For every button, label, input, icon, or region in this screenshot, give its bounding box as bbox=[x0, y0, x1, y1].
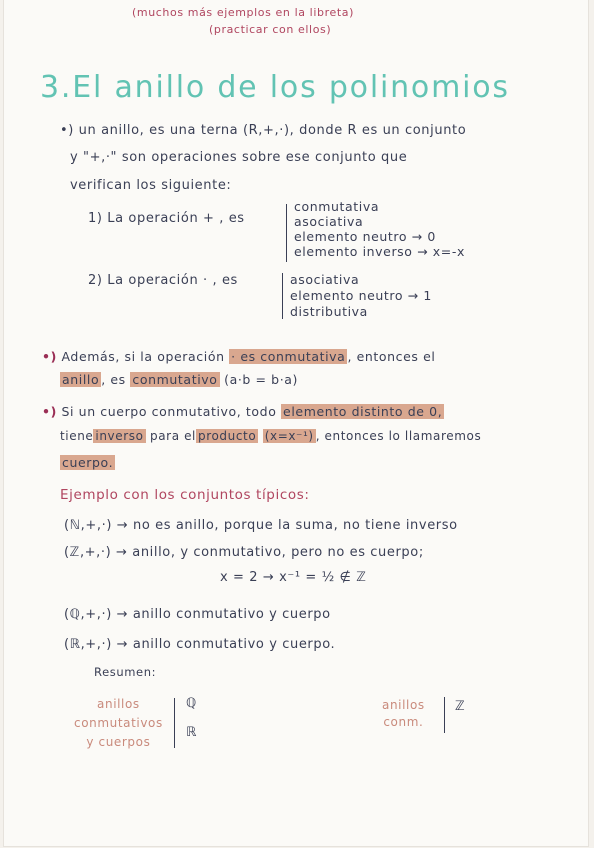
highlight: conmutativo bbox=[132, 372, 218, 387]
rule1-brace bbox=[286, 204, 293, 262]
resumen-line: conm. bbox=[383, 715, 424, 729]
resumen-right-text bbox=[382, 697, 425, 731]
ademas-formula: (a·b = b·a) bbox=[224, 372, 299, 387]
bullet: •) bbox=[42, 349, 57, 364]
rule2-item: elemento neutro → 1 bbox=[290, 288, 432, 303]
rule1-label: 1) La operación + , es bbox=[88, 211, 245, 226]
rule2-label: 2) La operación · , es bbox=[88, 273, 238, 288]
highlight: (x=x⁻¹) bbox=[264, 429, 314, 443]
page-title: 3.El anillo de los polinomios bbox=[40, 70, 510, 105]
ademas-text: , entonces el bbox=[347, 349, 436, 364]
cuerpo-text: para el bbox=[150, 429, 196, 443]
highlight: cuerpo. bbox=[62, 455, 114, 470]
resumen-right-brace bbox=[444, 697, 451, 733]
rule1-item: elemento neutro → 0 bbox=[294, 229, 436, 244]
bullet: •) bbox=[42, 404, 57, 419]
cuerpo-text: , entonces lo llamaremos bbox=[315, 429, 482, 443]
example-r: (ℝ,+,·) → anillo conmutativo y cuerpo. bbox=[64, 637, 336, 652]
ademas-line2 bbox=[60, 372, 298, 387]
definition-line1: •) un anillo, es una terna (R,+,·), donde R es un conjunto bbox=[60, 123, 467, 138]
rule1-item: elemento inverso → x=-x bbox=[294, 244, 465, 259]
ademas-text: , es bbox=[101, 372, 126, 387]
cuerpo-text: Si un cuerpo conmutativo, todo bbox=[61, 404, 277, 419]
resumen-line: y cuerpos bbox=[86, 735, 151, 749]
cuerpo-line3 bbox=[60, 455, 115, 470]
rule2-item: asociativa bbox=[290, 272, 360, 287]
resumen-line: anillos bbox=[97, 697, 140, 711]
example-q: (ℚ,+,·) → anillo conmutativo y cuerpo bbox=[64, 607, 331, 622]
definition-line3: verifican los siguiente: bbox=[70, 178, 232, 193]
ejemplo-title: Ejemplo con los conjuntos típicos: bbox=[60, 487, 310, 503]
highlight: producto bbox=[198, 429, 257, 443]
notebook-page bbox=[4, 0, 588, 846]
ademas-line1 bbox=[42, 349, 435, 364]
resumen-left-text bbox=[74, 695, 163, 752]
resumen-line: conmutativos bbox=[74, 716, 163, 730]
resumen-set-r: ℝ bbox=[186, 725, 197, 740]
rule1-item: asociativa bbox=[294, 214, 364, 229]
highlight: anillo bbox=[62, 372, 100, 387]
rule1-item: conmutativa bbox=[294, 199, 380, 214]
cuerpo-line2 bbox=[60, 429, 481, 443]
example-z: (ℤ,+,·) → anillo, y conmutativo, pero no es cuerpo; bbox=[64, 545, 424, 560]
rule2-item: distributiva bbox=[290, 304, 368, 319]
definition-line2: y "+,·" son operaciones sobre ese conjunto que bbox=[70, 150, 408, 165]
header-note-line1: (muchos más ejemplos en la libreta) bbox=[132, 6, 354, 19]
resumen-line: anillos bbox=[382, 698, 425, 712]
rule2-brace bbox=[282, 273, 289, 319]
resumen-set-z: ℤ bbox=[455, 699, 466, 714]
resumen-label: Resumen: bbox=[94, 665, 157, 679]
example-n: (ℕ,+,·) → no es anillo, porque la suma, no tiene inverso bbox=[64, 518, 458, 533]
cuerpo-text: tiene bbox=[60, 429, 94, 443]
rule1-list bbox=[294, 199, 465, 259]
rule2-list bbox=[290, 272, 432, 320]
highlight: elemento distinto de 0, bbox=[283, 404, 443, 419]
cuerpo-line1 bbox=[42, 404, 444, 419]
resumen-set-q: ℚ bbox=[186, 696, 197, 711]
header-note-line2: (practicar con ellos) bbox=[209, 23, 332, 36]
highlight: · es conmutativa bbox=[231, 349, 346, 364]
ademas-text: Además, si la operación bbox=[61, 349, 225, 364]
resumen-left-brace bbox=[174, 698, 181, 748]
highlight: inverso bbox=[95, 429, 144, 443]
example-z-calc: x = 2 → x⁻¹ = ½ ∉ ℤ bbox=[220, 570, 367, 585]
